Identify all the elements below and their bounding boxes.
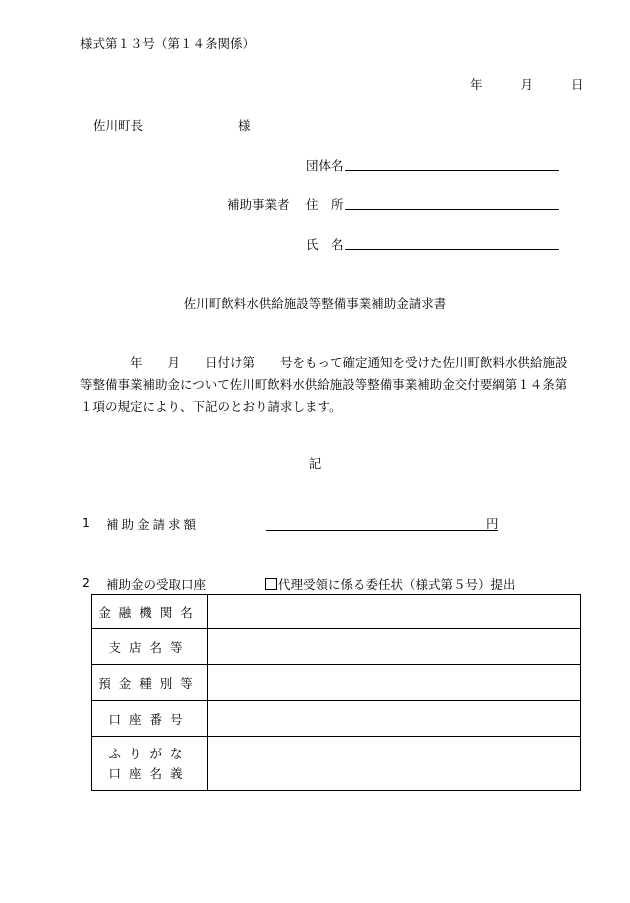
bank-account-table xyxy=(91,594,581,791)
date-day: 日 xyxy=(570,77,584,92)
name-line[interactable] xyxy=(345,249,559,250)
addressee-name: 佐川町長 xyxy=(93,118,144,133)
table-row xyxy=(92,737,581,791)
item1-label: 補助金請求額 xyxy=(106,517,200,532)
date-line xyxy=(470,75,583,93)
name-label: 氏 名 xyxy=(306,237,344,252)
date-year: 年 xyxy=(470,77,483,92)
proxy-receipt-option[interactable] xyxy=(265,575,516,593)
date-month: 月 xyxy=(520,77,533,92)
branch-name-field[interactable] xyxy=(208,629,581,665)
ki-heading: 記 xyxy=(308,456,322,471)
amount-line[interactable] xyxy=(266,530,498,531)
account-type-field[interactable] xyxy=(208,665,581,701)
proxy-receipt-option-label: 代理受領に係る委任状（様式第５号）提出 xyxy=(278,577,516,592)
addressee-honorific: 様 xyxy=(238,118,251,133)
table-row xyxy=(92,629,581,665)
account-holder-field[interactable] xyxy=(208,737,581,791)
table-row xyxy=(92,595,581,629)
account-number-field[interactable] xyxy=(208,701,581,737)
item1-number: 1 xyxy=(82,515,90,530)
checkbox-icon[interactable] xyxy=(265,578,277,590)
item2-label: 補助金の受取口座 xyxy=(106,577,207,592)
group-name-line[interactable] xyxy=(345,170,559,171)
furigana-label: ふりがな xyxy=(108,745,191,761)
applicant-role-label: 補助事業者 xyxy=(227,197,290,212)
document-title: 佐川町飲料水供給施設等整備事業補助金請求書 xyxy=(183,296,447,311)
branch-name-label: 支店名等 xyxy=(92,629,208,665)
address-line[interactable] xyxy=(345,209,559,210)
bank-name-field[interactable] xyxy=(208,595,581,629)
form-number: 様式第１３号（第１４条関係） xyxy=(80,36,256,51)
item2-number: 2 xyxy=(82,575,90,590)
bank-name-label: 金融機関名 xyxy=(92,595,208,629)
yen-unit: 円 xyxy=(486,516,499,531)
account-holder-label xyxy=(92,737,208,791)
table-row xyxy=(92,665,581,701)
account-type-label: 預金種別等 xyxy=(92,665,208,701)
account-holder-name-label: 口座名義 xyxy=(108,765,191,781)
group-name-label: 団体名 xyxy=(306,158,344,173)
body-text: 年 月 日付け第 号をもって確定通知を受けた佐川町飲料水供給施設等整備事業補助金について佐川町飲料水供給施設等整備事業補助金交付要綱第１４条第１項の規定により、下記のとおり請求します。 xyxy=(80,355,568,414)
address-label: 住 所 xyxy=(306,197,344,212)
table-row xyxy=(92,701,581,737)
account-number-label: 口座番号 xyxy=(92,701,208,737)
